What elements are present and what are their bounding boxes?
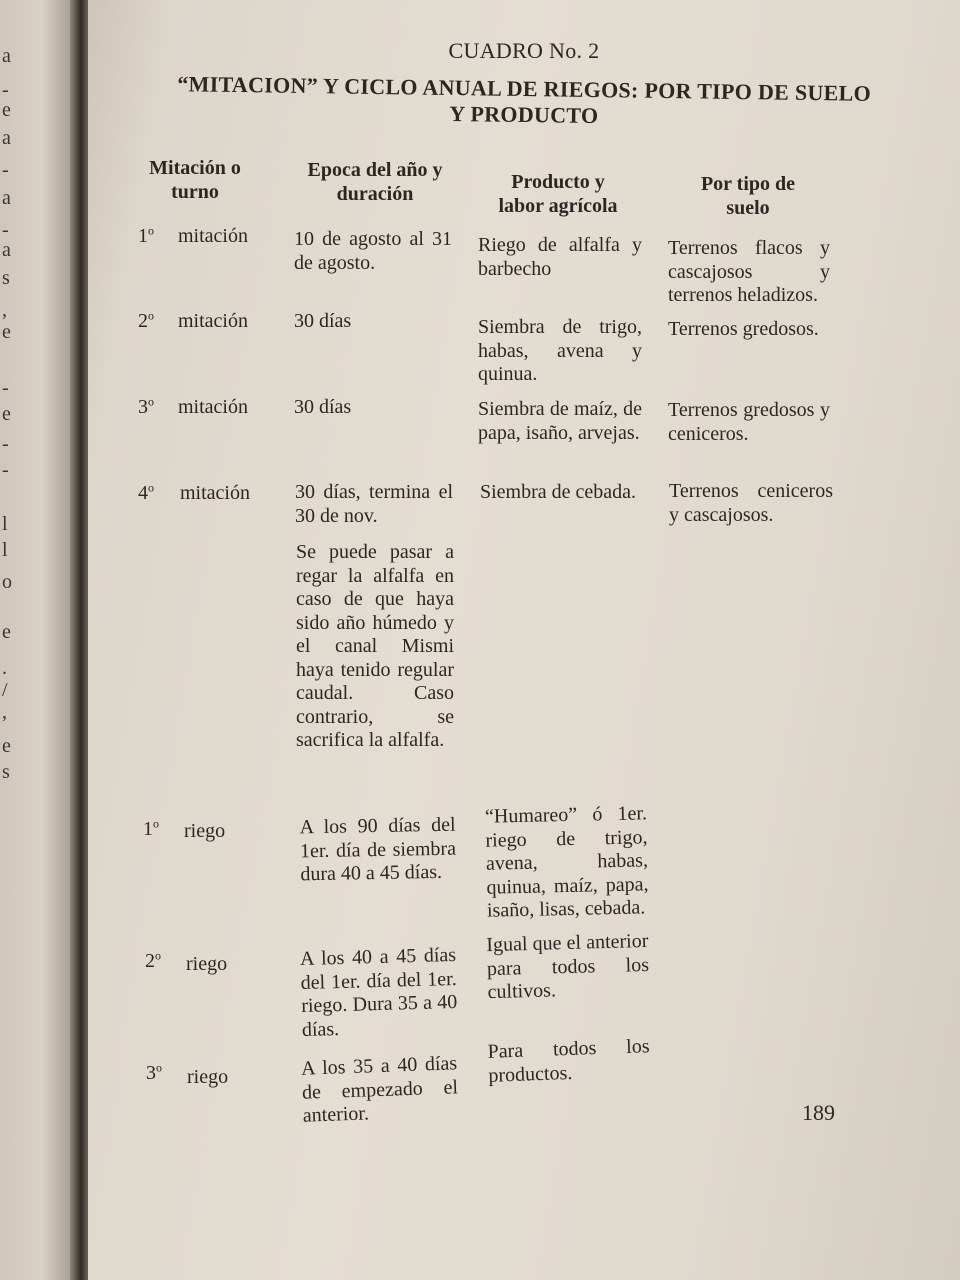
table-number: CUADRO No. 2 — [448, 38, 600, 63]
adjacent-page-text-fragment: e — [2, 735, 11, 757]
row-ordinal: 2$^o$ — [145, 948, 161, 972]
row-epoca: 10 de agosto al 31 de agosto. — [294, 228, 452, 274]
row-epoca: A los 35 a 40 días de empezado el anterior. — [300, 1052, 459, 1127]
row-suelo: Terrenos flacos y cascajosos y terrenos heladizos. — [668, 237, 830, 306]
row-turno: mitación — [178, 310, 248, 332]
table-title-line-2: Y PRODUCTO — [449, 100, 599, 129]
adjacent-page-text-fragment: / — [2, 679, 8, 701]
column-header-producto: Producto y labor agrícola — [498, 171, 618, 217]
row-suelo: Terrenos gredosos. — [668, 318, 819, 340]
adjacent-page-text-fragment: s — [2, 267, 10, 289]
adjacent-page-text-fragment: - — [2, 377, 9, 399]
adjacent-page-text-fragment: e — [2, 99, 11, 121]
row-suelo: Terrenos gredosos y ceniceros. — [668, 399, 830, 445]
adjacent-page-text-fragment: - — [2, 159, 9, 181]
column-header-suelo: Por tipo de suelo — [700, 173, 796, 219]
table-title — [88, 70, 960, 134]
adjacent-page-text-fragment: - — [2, 433, 9, 455]
adjacent-page-text-fragment: l — [2, 539, 8, 561]
row-epoca: 30 días, termina el 30 de nov. — [295, 481, 453, 527]
row-ordinal: 2$^o$ — [138, 308, 154, 332]
row-turno: riego — [184, 820, 226, 842]
column-header-epoca: Epoca del año y duración — [307, 159, 443, 205]
row-turno: mitación — [180, 482, 250, 504]
row-turno: mitación — [178, 396, 248, 418]
row-ordinal: 3$^o$ — [146, 1060, 162, 1084]
row-turno: mitación — [178, 225, 248, 247]
row-turno: riego — [187, 1066, 229, 1088]
adjacent-page-text-fragment: - — [2, 219, 9, 241]
row-producto: Igual que el anterior para todos los cultivos. — [486, 929, 650, 1004]
book-page — [88, 0, 960, 1280]
adjacent-page-text-fragment: - — [2, 79, 9, 101]
adjacent-page-text-fragment: , — [2, 299, 7, 321]
row-producto: Siembra de cebada. — [480, 481, 637, 503]
row-ordinal: 3$^o$ — [138, 394, 154, 418]
row-ordinal: 1$^o$ — [138, 223, 154, 247]
adjacent-page-text-fragment: l — [2, 513, 8, 535]
row-epoca: 30 días — [294, 396, 352, 418]
adjacent-page-text-fragment: a — [2, 45, 11, 67]
row-ordinal: 1$^o$ — [143, 816, 159, 840]
adjacent-page-text-fragment: e — [2, 321, 11, 343]
row-producto: Siembra de trigo, habas, avena y quinua. — [478, 316, 642, 385]
adjacent-page-text-fragment: o — [2, 571, 12, 593]
row-producto: Para todos los productos. — [487, 1035, 650, 1087]
row-producto: “Humareo” ó 1er. riego de trigo, avena, habas, quinua, maíz, papa, isaño, lisas, cebada. — [484, 802, 649, 922]
row-epoca-note: Se puede pasar a regar la alfalfa en caso de que haya sido año húmedo y el canal Mismi haya tenido regular caudal. Caso contrario, se sacrifica la alfalfa. — [296, 541, 454, 751]
row-epoca: A los 90 días del 1er. día de siembra dura 40 a 45 días. — [299, 813, 457, 886]
book-gutter — [70, 0, 90, 1280]
table-title-line-1: “MITACION” Y CICLO ANUAL DE RIEGOS: POR TIPO DE SUELO — [177, 71, 872, 106]
row-producto: Riego de alfalfa y barbecho — [478, 234, 642, 280]
adjacent-page-text-fragment: s — [2, 761, 10, 783]
row-epoca: 30 días — [294, 310, 352, 332]
adjacent-page-text-fragment: a — [2, 187, 11, 209]
row-producto: Siembra de maíz, de papa, isaño, arvejas. — [478, 398, 642, 444]
row-suelo: Terrenos ceniceros y cascajosos. — [669, 480, 833, 526]
row-ordinal: 4$^o$ — [138, 480, 154, 504]
column-header-turno: Mitación o turno — [149, 157, 241, 203]
adjacent-page-edge — [0, 0, 70, 1280]
adjacent-page-text-fragment: a — [2, 239, 11, 261]
page-number: 189 — [802, 1100, 835, 1125]
adjacent-page-text-fragment: e — [2, 621, 11, 643]
row-turno: riego — [186, 953, 228, 975]
row-epoca: A los 40 a 45 días del 1er. día del 1er. riego. Dura 35 a 40 días. — [299, 943, 458, 1041]
adjacent-page-text-fragment: e — [2, 403, 11, 425]
adjacent-page-text-fragment: a — [2, 127, 11, 149]
adjacent-page-text-fragment: , — [2, 701, 7, 723]
adjacent-page-text-fragment: - — [2, 459, 9, 481]
adjacent-page-text-fragment: . — [2, 657, 7, 679]
